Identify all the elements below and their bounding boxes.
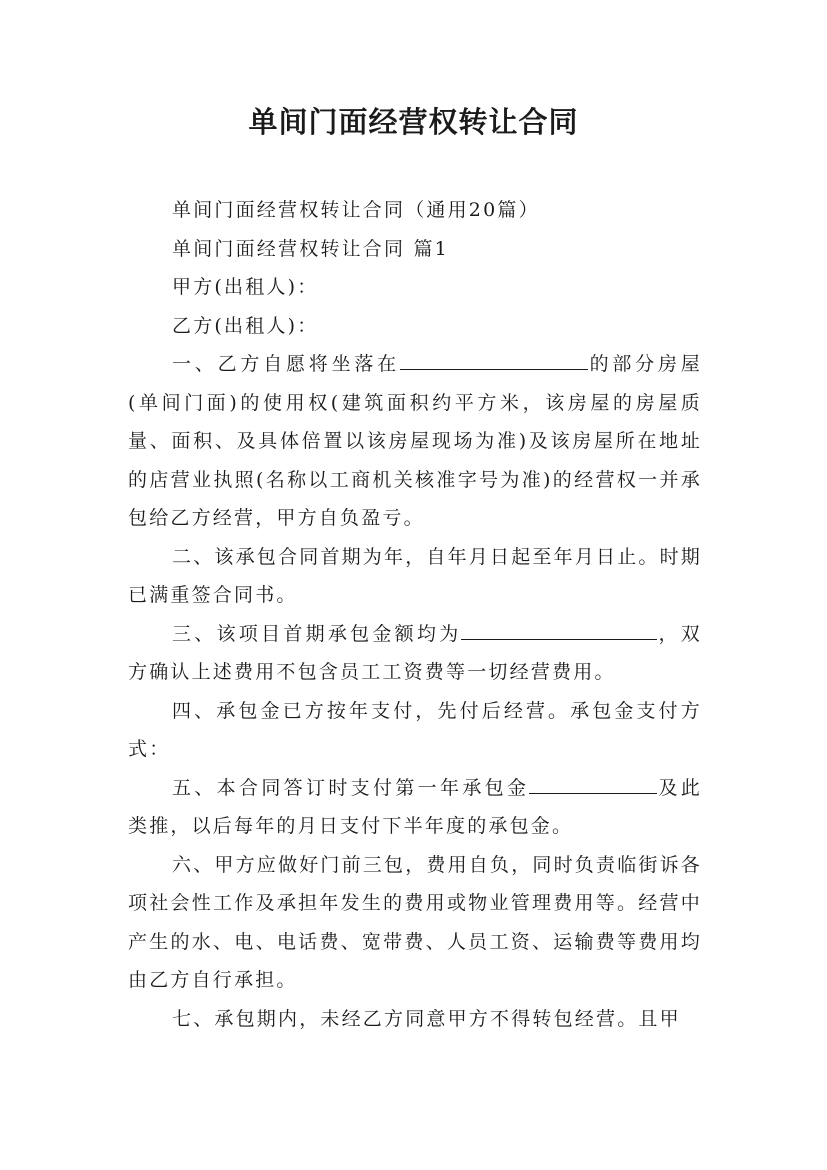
clause-4: 四、承包金已方按年支付，先付后经营。承包金支付方式： xyxy=(128,699,702,760)
party-a-line: 甲方(出租人)： xyxy=(172,276,319,298)
clause-1-text-end: 的部分房屋(单间门面)的使用权(建筑面积约平方米，该房屋的房屋质量、面积、及具体倍置以该房屋现场为准)及该房屋所在地址的店营业执照(名称以工商机关核准字号为准)的经营权一并承包给乙方经营，甲方自负盈亏。 xyxy=(128,353,702,529)
party-b-line: 乙方(出租人)： xyxy=(172,314,319,337)
first-payment-blank xyxy=(529,775,657,794)
clause-7: 七、承包期内，未经乙方同意甲方不得转包经营。且甲 xyxy=(172,1007,681,1030)
clause-5-text-end: 及此类推，以后每年的月日支付下半年度的承包金。 xyxy=(128,776,702,837)
section-heading: 单间门面经营权转让合同 篇1 xyxy=(172,237,449,260)
location-blank xyxy=(400,351,588,370)
document-body xyxy=(128,191,702,1038)
clause-2: 二、该承包合同首期为年，自年月日起至年月日止。时期已满重签合同书。 xyxy=(128,545,703,606)
clause-3-text-end: ，双方确认上述费用不包含员工工资费等一切经营费用。 xyxy=(128,622,703,683)
clause-5 xyxy=(128,769,702,846)
clause-3 xyxy=(128,615,702,692)
document-title: 单间门面经营权转让合同 xyxy=(248,105,579,139)
clause-1-text-start: 一、乙方自愿将坐落在 xyxy=(172,353,400,375)
amount-blank xyxy=(461,621,657,640)
clause-3-text-start: 三、该项目首期承包金额均为 xyxy=(172,622,462,645)
clause-5-text-start: 五、本合同答订时支付第一年承包金 xyxy=(172,776,530,799)
clause-6: 六、甲方应做好门前三包，费用自负，同时负责临街诉各项社会性工作及承担年发生的费用或物业管理费用等。经营中产生的水、电、电话费、宽带费、人员工资、运输费等费用均由乙方自行承担。 xyxy=(128,853,703,991)
clause-1 xyxy=(128,345,702,538)
document-subtitle: 单间门面经营权转让合同（通用20篇） xyxy=(172,199,540,221)
